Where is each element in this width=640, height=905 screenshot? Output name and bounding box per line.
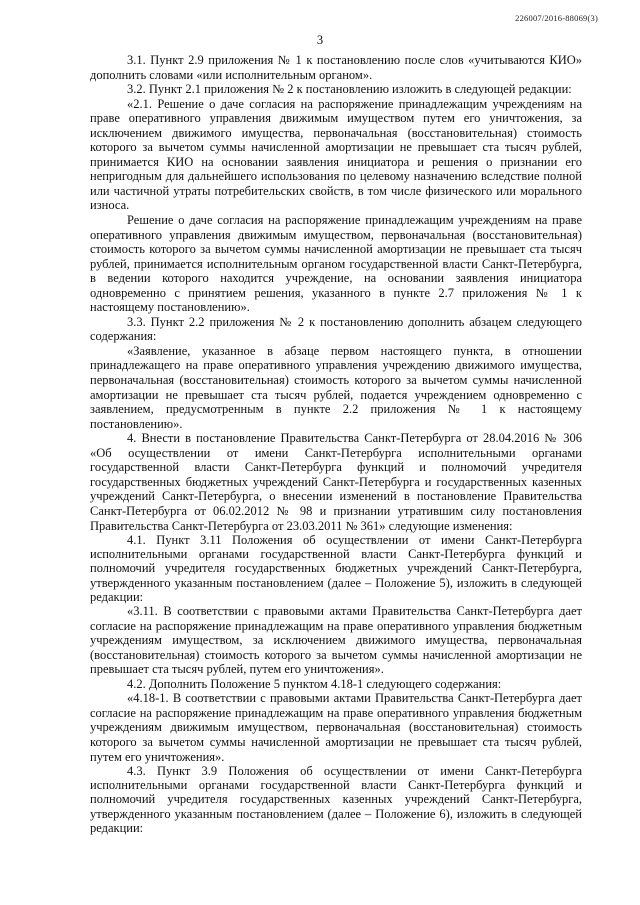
paragraph-3-2: 3.2. Пункт 2.1 приложения № 2 к постановлению изложить в следующей редакции: (127, 82, 572, 97)
paragraph-quote-application: «Заявление, указанное в абзаце первом настоящего пункта, в отношении принадлежащего на праве оперативного управления учреждению движимого имущества, первоначальная (восстановительная) стоимость которого за вычетом суммы начисленной амортизации не превышает ста тысяч рублей, подается учреждением одновременно с заявлением, предусмотренным в пункте 2.2 приложения № 1 к настоящему постановлению». (90, 343, 582, 431)
paragraph-decision: Решение о даче согласия на распоряжение принадлежащим учреждениям на праве оперативного управления движимым имуществом, первоначальная (восстановительная) стоимость которого за вычетом суммы начисленной амортизации не превышает ста тысяч рублей, принимается исполнительным органом государственной власти Санкт-Петербурга, в ведении которого находится учреждение, на основании заявления инициатора одновременно с принятием решения, указанного в пункте 2.7 приложения № 1 к настоящему постановлению». (90, 213, 582, 315)
paragraph-quote-2-1: «2.1. Решение о даче согласия на распоряжение принадлежащим учреждениям на праве оперативного управления движимым имуществом путем его уничтожения, за исключением движимого имущества, первоначальная (восстановительная) стоимость которого за вычетом суммы начисленной амортизации не превышает ста тысяч рублей, принимается КИО на основании заявления инициатора и решения о признании его непригодным для дальнейшего использования по целевому назначению вследствие полной или частичной утраты потребительских свойств, в том числе физического или морального износа. (90, 96, 582, 213)
document-body (90, 53, 582, 835)
paragraph-3-1: 3.1. Пункт 2.9 приложения № 1 к постановлению после слов «учитываются КИО» дополнить словами «или исполнительным органом». (90, 53, 582, 82)
paragraph-quote-3-11: «3.11. В соответствии с правовыми актами Правительства Санкт-Петербурга дает согласие на распоряжение принадлежащим на праве оперативного управления бюджетным учреждениям имуществом, за исключением движимого имущества, первоначальная (восстановительная) стоимость которого за вычетом суммы начисленной амортизации не превышает ста тысяч рублей, путем его уничтожения». (90, 604, 582, 677)
paragraph-quote-4-18-1: «4.18-1. В соответствии с правовыми актами Правительства Санкт-Петербурга дает согласие на распоряжение принадлежащим на праве оперативного управления бюджетным учреждениям движимым имуществом, первоначальная (восстановительная) стоимость которого за вычетом суммы начисленной амортизации не превышает ста тысяч рублей, путем его уничтожения». (90, 691, 582, 764)
paragraph-4-3: 4.3. Пункт 3.9 Положения об осуществлении от имени Санкт-Петербурга исполнительными органами государственной власти Санкт-Петербурга функций и полномочий учредителя государственных казенных учреждений Санкт-Петербурга, утвержденного указанным постановлением (далее – Положение 6), изложить в следующей редакции: (90, 764, 582, 835)
paragraph-4-2: 4.2. Дополнить Положение 5 пунктом 4.18-1 следующего содержания: (127, 676, 502, 691)
paragraph-4-1: 4.1. Пункт 3.11 Положения об осуществлении от имени Санкт-Петербурга исполнительными органами государственной власти Санкт-Петербурга функций и полномочий учредителя государственных бюджетных учреждений Санкт-Петербурга, утвержденного указанным постановлением (далее – Положение 5), изложить в следующей редакции: (90, 533, 582, 604)
page-number: 3 (316, 33, 324, 47)
document-number: 226007/2016-88069(3) (515, 13, 598, 23)
paragraph-3-3: 3.3. Пункт 2.2 приложения № 2 к постановлению дополнить абзацем следующего содержания: (90, 314, 582, 344)
paragraph-4: 4. Внести в постановление Правительства Санкт-Петербурга от 28.04.2016 № 306 «Об осуществлении от имени Санкт-Петербурга исполнительными органами государственной власти Санкт-Петербурга функций и полномочий учредителя государственных бюджетных учреждений Санкт-Петербурга и государственных казенных учреждений Санкт-Петербурга, о внесении изменений в постановление Правительства Санкт-Петербурга от 06.02.2012 № 98 и признании утратившим силу постановления Правительства Санкт-Петербурга от 23.03.2011 № 361» следующие изменения: (90, 431, 582, 533)
